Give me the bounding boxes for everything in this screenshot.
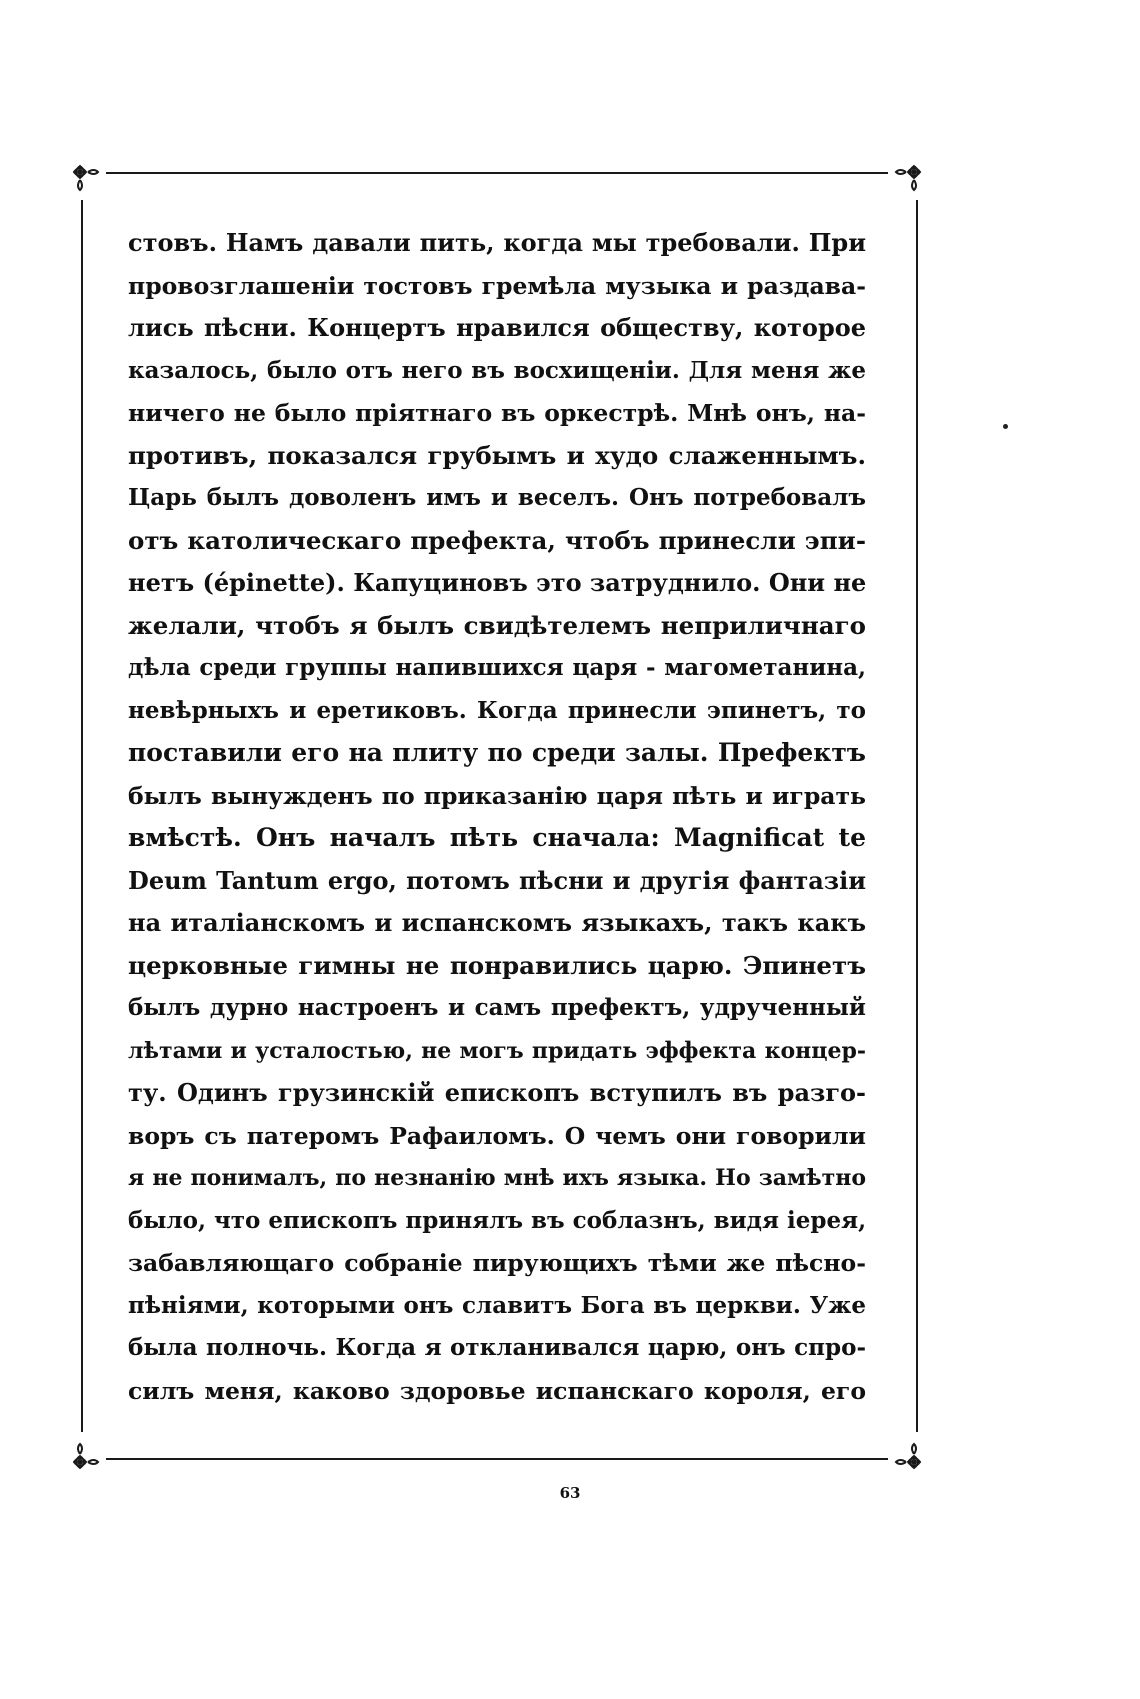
- corner-ornament-icon: [884, 158, 928, 202]
- text-line: было, что епископъ принялъ въ соблазнъ, видя іерея,: [128, 1206, 867, 1234]
- text-line: Deum Tantum ergo, потомъ пѣсни и другія фантазіи: [128, 865, 866, 895]
- text-line: пѣніями, которыми онъ славитъ Бога въ церкви. Уже: [128, 1291, 866, 1319]
- text-line: поставили его на плиту по среди залы. Префектъ: [128, 738, 866, 767]
- text-line: Царь былъ доволенъ имъ и веселъ. Онъ потребовалъ: [128, 484, 866, 511]
- text-line: провозглашеніи тостовъ гремѣла музыка и раздава-: [128, 271, 866, 300]
- text-line: противъ, показался грубымъ и худо слаженнымъ.: [128, 440, 866, 470]
- text-line: отъ католическаго префекта, чтобъ принесли эпи-: [128, 525, 866, 555]
- ink-speck: [1003, 424, 1008, 429]
- text-line: на италіанскомъ и испанскомъ языкахъ, такъ какъ: [128, 908, 866, 937]
- text-line: я не понималъ, по незнанію мнѣ ихъ языка. Но замѣтно: [128, 1165, 866, 1191]
- text-line: невѣрныхъ и еретиковъ. Когда принесли эпинетъ, то: [128, 696, 866, 724]
- text-line: силъ меня, каково здоровье испанскаго короля, его: [128, 1376, 866, 1405]
- border-right-rule: [916, 200, 918, 1432]
- text-line: воръ съ патеромъ Рафаиломъ. О чемъ они говорили: [128, 1121, 866, 1150]
- corner-ornament-icon: [66, 158, 110, 202]
- text-line: забавляющаго собраніе пирующихъ тѣми же пѣсно-: [128, 1249, 866, 1277]
- text-line: стовъ. Намъ давали пить, когда мы требовали. При: [128, 228, 866, 257]
- text-line: казалось, было отъ него въ восхищеніи. Для меня же: [128, 356, 866, 384]
- text-line: была полночь. Когда я откланивался царю, онъ спро-: [128, 1334, 866, 1361]
- border-left-rule: [81, 200, 83, 1432]
- text-line: церковные гимны не понравились царю. Эпинетъ: [128, 950, 866, 980]
- corner-ornament-icon: [884, 1432, 928, 1476]
- border-top-rule: [106, 172, 888, 174]
- page-number: 63: [559, 1484, 581, 1502]
- text-line: желали, чтобъ я былъ свидѣтелемъ неприличнаго: [128, 610, 866, 640]
- corner-ornament-icon: [66, 1432, 110, 1476]
- text-line: ту. Одинъ грузинскій епископъ вступилъ въ разго-: [128, 1078, 866, 1107]
- text-line: лись пѣсни. Концертъ нравился обществу, которое: [128, 313, 866, 342]
- text-line: вмѣстѣ. Онъ началъ пѣть сначала: Magnificat te: [128, 823, 866, 852]
- text-line: былъ дурно настроенъ и самъ префектъ, удрученный: [128, 994, 866, 1021]
- border-bottom-rule: [106, 1458, 888, 1460]
- body-text: [128, 222, 866, 1412]
- text-line: ничего не было пріятнаго въ оркестрѣ. Мнѣ онъ, на-: [128, 399, 866, 427]
- text-line: нетъ (épinette). Капуциновъ это затруднило. Они не: [128, 568, 867, 597]
- text-line: былъ вынужденъ по приказанію царя пѣть и играть: [128, 781, 866, 810]
- text-line: дѣла среди группы напившихся царя - магометанина,: [128, 654, 866, 681]
- text-line: лѣтами и усталостью, не могъ придать эффекта концер-: [128, 1037, 866, 1064]
